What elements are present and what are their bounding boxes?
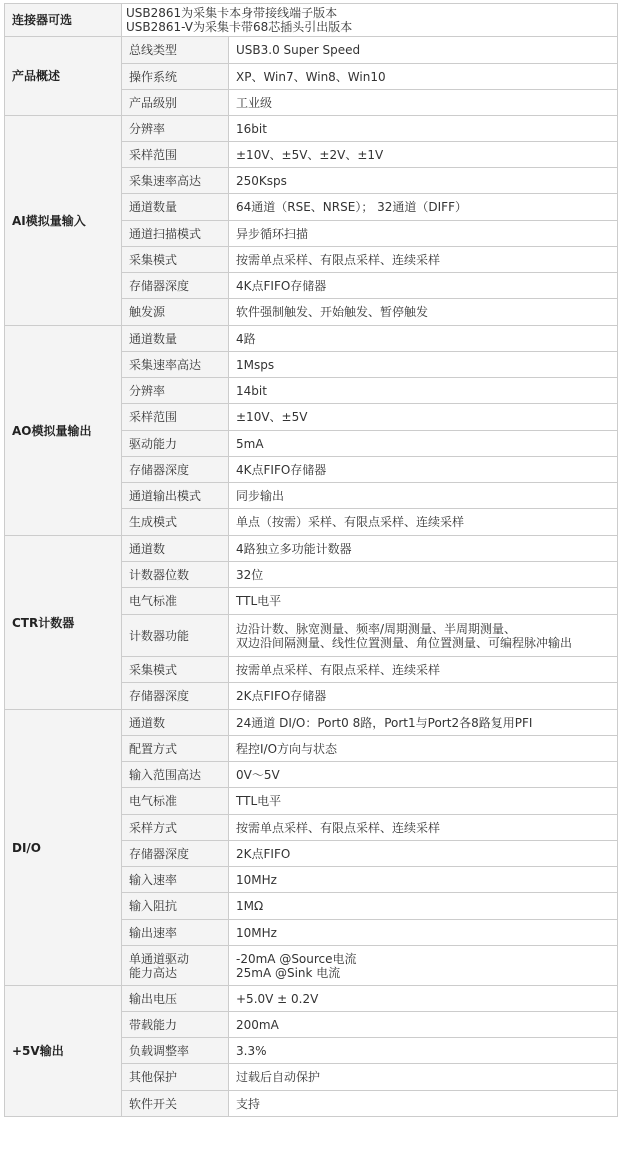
param-name-line: 其他保护	[129, 1070, 178, 1084]
param-name-cell	[122, 457, 229, 483]
param-name-cell	[122, 194, 229, 221]
param-value-cell	[229, 509, 618, 536]
param-value-cell	[229, 168, 618, 194]
param-name-line: 总线类型	[129, 43, 178, 57]
param-name-line: 分辨率	[129, 121, 166, 136]
param-name-line: 生成模式	[129, 515, 178, 529]
param-name-line: 输出电压	[129, 991, 178, 1006]
category-cell: AI模拟量输入	[5, 116, 122, 326]
param-value-line: 250Ksps	[236, 173, 287, 188]
param-value-cell	[229, 326, 618, 352]
param-name-cell	[122, 920, 229, 946]
param-name-cell	[122, 683, 229, 710]
spec-row	[5, 536, 618, 562]
param-value-line: 4K点FIFO存储器	[236, 462, 327, 477]
param-value-line: 4路独立多功能计数器	[236, 541, 352, 556]
param-value-line: 双边沿间隔测量、线性位置测量、角位置测量、可编程脉冲输出	[236, 635, 573, 650]
param-value-line: 14bit	[236, 383, 267, 398]
category-cell: 连接器可选	[5, 4, 122, 37]
param-value-cell	[229, 90, 618, 116]
param-value-line: TTL电平	[236, 794, 282, 808]
param-name-cell	[122, 1064, 229, 1091]
param-value-line: 64通道（RSE、NRSE）； 32通道（DIFF）	[236, 200, 467, 214]
param-name-line: 通道输出模式	[129, 488, 202, 503]
param-value-line: 按需单点采样、有限点采样、连续采样	[236, 252, 441, 267]
category-cell: AO模拟量输出	[5, 326, 122, 536]
spec-row	[5, 986, 618, 1012]
param-value-cell	[229, 404, 618, 431]
param-name-line: 带载能力	[129, 1017, 178, 1032]
param-name-line: 存储器深度	[129, 689, 190, 703]
param-name-cell	[122, 562, 229, 588]
param-name-line: 负载调整率	[129, 1043, 190, 1058]
param-value-cell	[229, 431, 618, 457]
param-value-cell	[229, 142, 618, 168]
param-name-cell	[122, 736, 229, 762]
param-name-cell	[122, 509, 229, 536]
param-name-cell	[122, 299, 229, 326]
param-value-cell	[229, 788, 618, 815]
param-value-line: ±10V、±5V	[236, 410, 308, 424]
param-value-cell	[229, 683, 618, 710]
param-value-cell	[229, 457, 618, 483]
param-value-cell	[229, 841, 618, 867]
param-value-line: 10MHz	[236, 925, 277, 940]
param-name-cell	[122, 893, 229, 920]
param-value-cell	[229, 247, 618, 273]
param-name-line: 存储器深度	[129, 278, 190, 293]
param-name-cell	[122, 326, 229, 352]
param-value-cell	[229, 893, 618, 920]
param-value-line: 0V～5V	[236, 767, 280, 782]
param-value-line: 5mA	[236, 436, 264, 451]
param-value-cell	[229, 815, 618, 841]
param-name-cell	[122, 536, 229, 562]
param-value-line: 单点（按需）采样、有限点采样、连续采样	[236, 515, 465, 529]
param-value-cell	[229, 37, 618, 64]
param-value-cell	[229, 710, 618, 736]
param-value-cell	[229, 536, 618, 562]
spec-row	[5, 4, 618, 37]
spec-row	[5, 37, 618, 64]
param-name-line: 采集速率高达	[129, 173, 202, 188]
category-cell: 产品概述	[5, 37, 122, 116]
param-value-cell	[229, 1012, 618, 1038]
param-name-line: 采样方式	[129, 820, 178, 835]
param-name-line: 存储器深度	[129, 462, 190, 477]
param-value-line: 200mA	[236, 1017, 279, 1032]
param-name-line: 通道数	[129, 541, 166, 556]
param-name-cell	[122, 946, 229, 986]
param-value-cell	[229, 194, 618, 221]
spec-row	[5, 116, 618, 142]
param-name-cell	[122, 90, 229, 116]
param-name-line: 电气标准	[129, 594, 178, 608]
param-name-line: 计数器功能	[129, 628, 190, 643]
param-value-cell	[229, 299, 618, 326]
param-name-cell	[122, 352, 229, 378]
param-value-cell	[229, 64, 618, 90]
param-value-line: 1MΩ	[236, 899, 264, 913]
param-name-line: 通道扫描模式	[129, 226, 202, 241]
param-name-cell	[122, 788, 229, 815]
param-name-cell	[122, 1038, 229, 1064]
param-name-line: 电气标准	[129, 794, 178, 808]
param-name-line: 单通道驱动	[129, 951, 190, 966]
param-name-line: 采集模式	[129, 252, 178, 267]
param-name-cell	[122, 168, 229, 194]
param-value-cell	[229, 562, 618, 588]
param-value-line: +5.0V ± 0.2V	[236, 991, 319, 1006]
param-name-cell	[122, 37, 229, 64]
param-name-cell	[122, 657, 229, 683]
param-name-line: 通道数	[129, 715, 166, 730]
param-value-cell	[229, 920, 618, 946]
param-name-line: 存储器深度	[129, 846, 190, 861]
param-value-line: XP、Win7、Win8、Win10	[236, 69, 386, 84]
param-name-line: 采集速率高达	[129, 357, 202, 372]
category-cell: CTR计数器	[5, 536, 122, 710]
param-value-cell	[229, 483, 618, 509]
param-name-cell	[122, 404, 229, 431]
param-value-line: 按需单点采样、有限点采样、连续采样	[236, 820, 441, 835]
param-name-cell	[122, 116, 229, 142]
param-value-cell	[229, 352, 618, 378]
param-name-cell	[122, 431, 229, 457]
connector-option-line: USB2861-V为采集卡带68芯插头引出版本	[126, 20, 353, 34]
param-name-line: 驱动能力	[129, 436, 178, 451]
param-name-line: 采样范围	[129, 147, 178, 162]
param-name-line: 输入范围高达	[129, 767, 202, 782]
param-name-cell	[122, 483, 229, 509]
param-value-cell	[229, 615, 618, 657]
param-value-cell	[229, 378, 618, 404]
param-value-cell	[229, 221, 618, 247]
spec-table	[4, 3, 618, 1117]
connector-option-line: USB2861为采集卡本身带接线端子版本	[126, 6, 338, 20]
param-value-cell	[229, 946, 618, 986]
param-value-cell	[229, 986, 618, 1012]
param-value-line: 25mA @Sink 电流	[236, 965, 341, 980]
param-value-line: 边沿计数、脉宽测量、频率/周期测量、半周期测量、	[236, 621, 517, 636]
param-name-cell	[122, 1091, 229, 1117]
param-name-cell	[122, 986, 229, 1012]
param-name-cell	[122, 64, 229, 90]
spec-row	[5, 326, 618, 352]
spec-row	[5, 710, 618, 736]
param-value-line: -20mA @Source电流	[236, 951, 357, 966]
param-name-line: 通道数量	[129, 200, 178, 214]
param-value-line: 4K点FIFO存储器	[236, 278, 327, 293]
param-value-line: 工业级	[236, 95, 273, 110]
connector-options-cell	[122, 4, 618, 37]
param-value-line: 过载后自动保护	[236, 1070, 321, 1084]
param-name-cell	[122, 815, 229, 841]
param-value-line: 同步输出	[236, 488, 285, 503]
param-name-cell	[122, 762, 229, 788]
param-name-cell	[122, 221, 229, 247]
param-name-cell	[122, 710, 229, 736]
param-name-line: 触发源	[129, 305, 166, 319]
param-value-line: ±10V、±5V、±2V、±1V	[236, 147, 384, 162]
param-value-line: 2K点FIFO存储器	[236, 689, 327, 703]
param-value-cell	[229, 1038, 618, 1064]
param-name-cell	[122, 1012, 229, 1038]
param-value-line: 32位	[236, 567, 264, 582]
param-value-cell	[229, 762, 618, 788]
param-value-line: 1Msps	[236, 357, 275, 372]
param-name-cell	[122, 247, 229, 273]
param-name-line: 采样范围	[129, 410, 178, 424]
param-value-line: 程控I/O方向与状态	[236, 741, 338, 756]
param-value-cell	[229, 1091, 618, 1117]
param-name-cell	[122, 273, 229, 299]
param-name-line: 操作系统	[129, 69, 178, 84]
param-value-line: 软件强制触发、开始触发、暂停触发	[236, 305, 429, 319]
param-name-line: 计数器位数	[129, 567, 190, 582]
category-cell: +5V输出	[5, 986, 122, 1117]
param-value-cell	[229, 116, 618, 142]
param-value-line: 24通道 DI/O：Port0 8路，Port1与Port2各8路复用PFI	[236, 715, 533, 730]
param-name-line: 配置方式	[129, 741, 178, 756]
param-name-line: 产品级别	[129, 95, 178, 110]
param-value-line: 按需单点采样、有限点采样、连续采样	[236, 662, 441, 677]
param-name-cell	[122, 378, 229, 404]
param-name-cell	[122, 588, 229, 615]
param-value-line: 2K点FIFO	[236, 846, 291, 861]
param-value-line: 异步循环扫描	[236, 226, 309, 241]
param-name-line: 通道数量	[129, 331, 178, 346]
param-name-cell	[122, 615, 229, 657]
param-value-cell	[229, 588, 618, 615]
param-value-line: 16bit	[236, 121, 267, 136]
param-value-cell	[229, 867, 618, 893]
param-name-line: 输入阻抗	[129, 899, 178, 913]
param-name-line: 软件开关	[129, 1096, 178, 1111]
param-value-cell	[229, 657, 618, 683]
param-name-line: 能力高达	[129, 965, 178, 980]
param-value-cell	[229, 273, 618, 299]
param-value-cell	[229, 736, 618, 762]
param-value-cell	[229, 1064, 618, 1091]
param-name-line: 输出速率	[129, 925, 178, 940]
param-value-line: 4路	[236, 331, 256, 346]
category-cell: DI/O	[5, 710, 122, 986]
param-name-cell	[122, 142, 229, 168]
param-value-line: 支持	[236, 1096, 261, 1111]
spec-table-body	[5, 4, 618, 1117]
param-name-cell	[122, 867, 229, 893]
param-name-line: 分辨率	[129, 383, 166, 398]
param-value-line: 3.3%	[236, 1043, 267, 1058]
param-value-line: TTL电平	[236, 594, 282, 608]
param-value-line: USB3.0 Super Speed	[236, 43, 361, 57]
param-name-line: 输入速率	[129, 872, 178, 887]
param-name-line: 采集模式	[129, 662, 178, 677]
param-name-cell	[122, 841, 229, 867]
param-value-line: 10MHz	[236, 872, 277, 887]
